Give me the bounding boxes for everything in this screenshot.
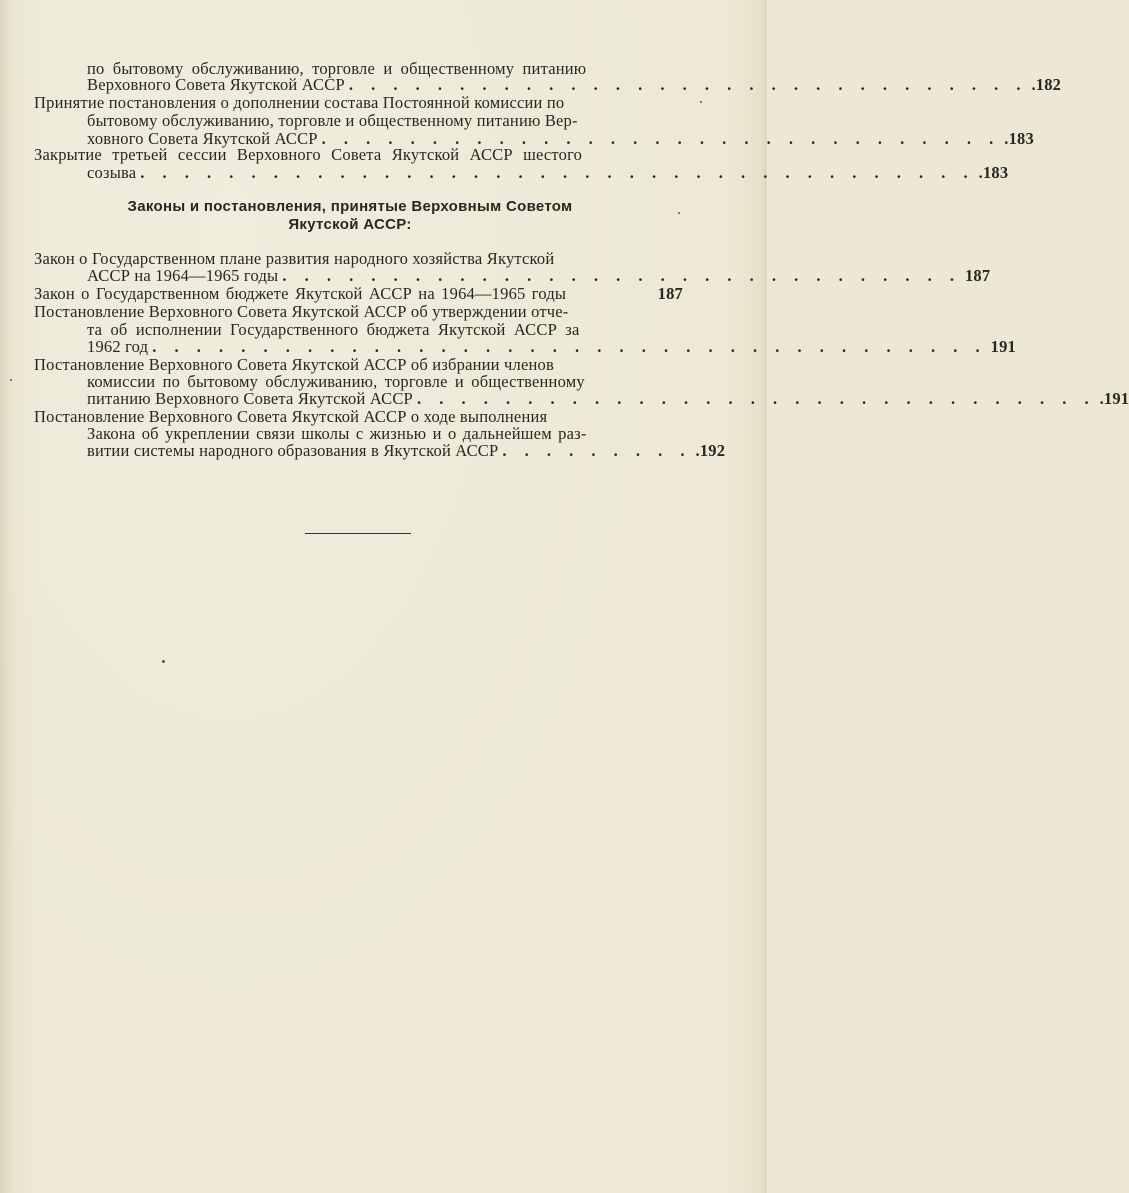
leader-dots: . . . . . . . . . . . . . . . . . . . . . . . . . . . . . . .: [348, 75, 1028, 94]
toc-entry-line: бытовому обслуживанию, торговле и общественному питанию Вер-: [87, 111, 578, 130]
toc-entry-line: Постановление Верховного Совета Якутской АССР о ходе выполнения: [34, 407, 548, 426]
toc-entry-line: питанию Верховного Совета Якутской АССР . . . . . . . . . . . . . . . . . . . . . . . . . . . . . . . .191: [87, 389, 1129, 408]
leader-dots: . . . . . . . . . . . . . . . . . . . . . . . . . . . . . . . . . . . . . .: [152, 337, 987, 356]
toc-entry-line: ховного Совета Якутской АССР . . . . . . . . . . . . . . . . . . . . . . . . . . . . . . . .183: [87, 129, 1034, 148]
page-number: .183: [1004, 129, 1034, 148]
print-speck: [162, 660, 165, 663]
page-number: .182: [1031, 75, 1062, 94]
toc-entry-line: 1962 год . . . . . . . . . . . . . . . . . . . . . . . . . . . . . . . . . . . . . . 191: [87, 337, 1016, 356]
leader-dots: . . . . . . . . . . . . . . . . . . . . . . . . . . . . . . .: [321, 129, 1001, 148]
section-heading-line-2: Якутской АССР:: [288, 216, 412, 233]
end-divider-rule: [305, 533, 411, 534]
toc-entry-line: Постановление Верховного Совета Якутской АССР об избрании членов: [34, 355, 554, 374]
page-number: .192: [695, 441, 726, 460]
print-speck: [678, 212, 680, 214]
toc-entry-line: Верховного Совета Якутской АССР . . . . . . . . . . . . . . . . . . . . . . . . . . . . . . . .182: [87, 75, 1062, 94]
toc-entry-line: комиссии по бытовому обслуживанию, торговле и общественному: [87, 372, 585, 391]
leader-dots: . . . . . . . . . . . . . . . . . . . . . . . . . . . . . . . . . . . . . .: [140, 163, 975, 182]
section-heading-line-1: Законы и постановления, принятые Верховным Советом: [127, 198, 573, 215]
toc-entry-line: Закон о Государственном бюджете Якутской АССР на 1964—1965 годы 187: [34, 284, 683, 303]
toc-entry-line: Закона об укреплении связи школы с жизнью и о дальнейшем раз-: [87, 424, 587, 443]
toc-entry-line: Закон о Государственном плане развития народного хозяйства Якутской: [34, 249, 555, 268]
print-speck: [700, 101, 702, 103]
page-number: 191: [990, 337, 1016, 356]
page-number: 187: [657, 284, 683, 303]
leader-dots: . . . . . . . . . . . . . . . . . . . . . . . . . . . . . . .: [416, 389, 1096, 408]
toc-entry-line: витии системы народного образования в Якутской АССР . . . . . . . . . .192: [87, 441, 726, 460]
toc-entry-line: Постановление Верховного Совета Якутской АССР об утверждении отче-: [34, 302, 569, 321]
print-speck: [10, 379, 12, 381]
leader-dots: . . . . . . . . . . . . . . . . . . . . . . . . . . . . . . .: [282, 266, 961, 285]
page-number: .191: [1099, 389, 1129, 408]
page-number: 187: [964, 266, 991, 285]
toc-entry-line: созыва . . . . . . . . . . . . . . . . . . . . . . . . . . . . . . . . . . . . . . .183: [87, 163, 1009, 182]
toc-entry-line: АССР на 1964—1965 годы . . . . . . . . . . . . . . . . . . . . . . . . . . . . . . . 187: [87, 266, 991, 285]
toc-entry-line: Закрытие третьей сессии Верховного Совета Якутской АССР шестого: [34, 145, 583, 164]
page-number: .183: [978, 163, 1009, 182]
toc-entry-line: по бытовому обслуживанию, торговле и общественному питанию: [87, 59, 587, 78]
toc-entry-line: Принятие постановления о дополнении состава Постоянной комиссии по: [34, 93, 565, 112]
toc-entry-line: та об исполнении Государственного бюджета Якутской АССР за: [87, 320, 580, 339]
leader-dots: . . . . . . . . .: [502, 441, 692, 460]
